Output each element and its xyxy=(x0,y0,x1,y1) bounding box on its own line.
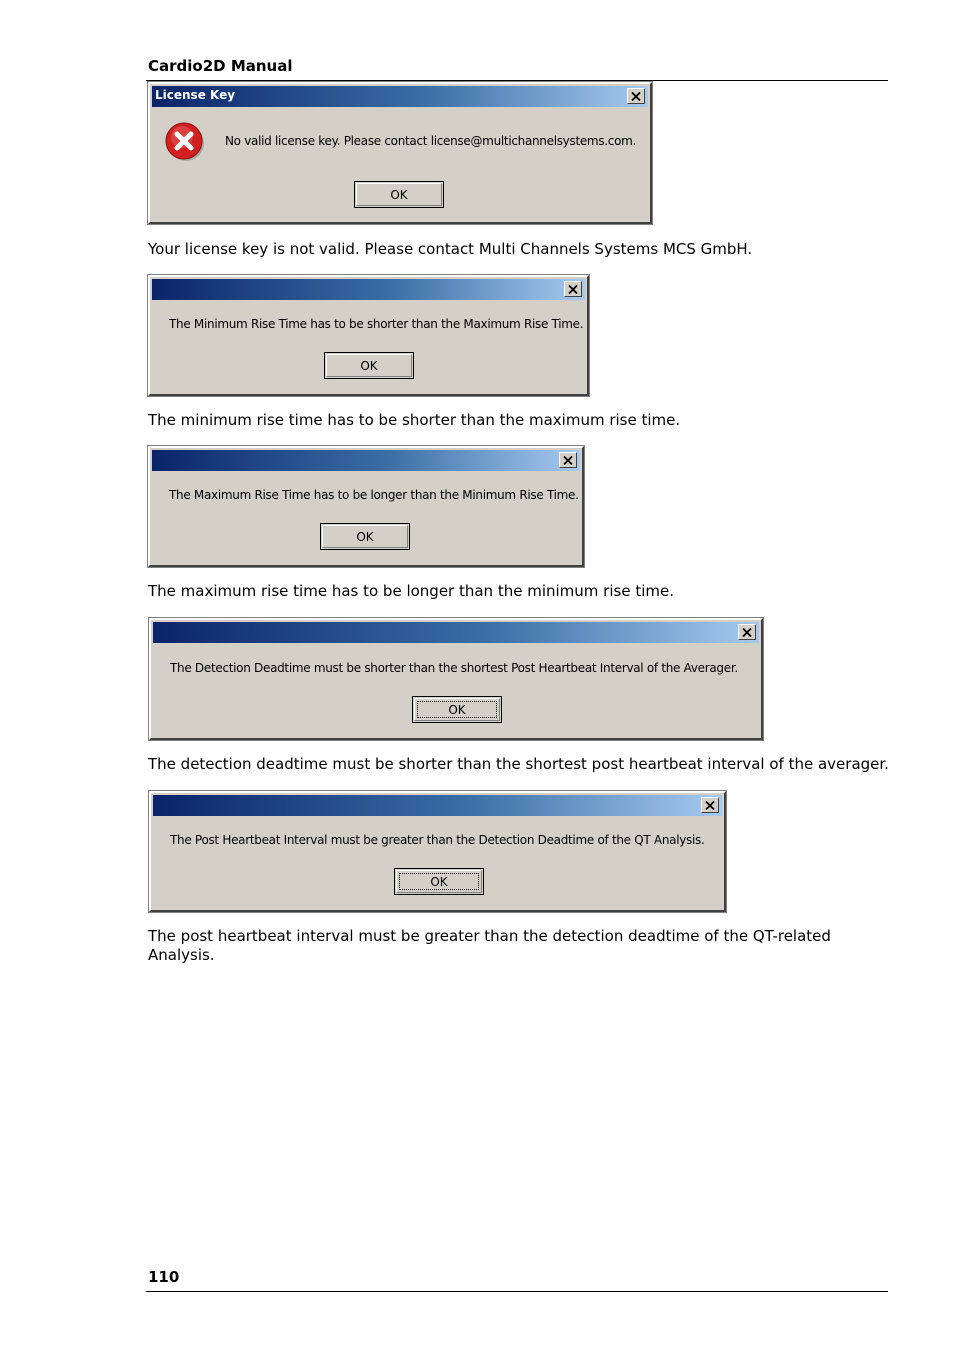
dialog-message: The Minimum Rise Time has to be shorter than the Maximum Rise Time. xyxy=(169,317,584,331)
close-icon xyxy=(705,801,715,810)
dialog-titlebar[interactable] xyxy=(153,795,722,816)
ok-button-label: OK xyxy=(448,702,466,717)
dialog-titlebar[interactable] xyxy=(152,450,580,471)
close-icon xyxy=(631,92,641,101)
caption-license: Your license key is not valid. Please contact Multi Channels Systems MCS GmbH. xyxy=(148,240,753,258)
caption-detection-deadtime: The detection deadtime must be shorter than the shortest post heartbeat interval of the averager. xyxy=(148,755,889,773)
post-heartbeat-interval-dialog xyxy=(149,791,726,912)
detection-deadtime-dialog xyxy=(149,618,763,740)
caption-post-heartbeat-line2: Analysis. xyxy=(148,946,215,964)
dialog-message: The Detection Deadtime must be shorter than the shortest Post Heartbeat Interval of the Averager. xyxy=(170,661,738,675)
caption-min-rise-time: The minimum rise time has to be shorter than the maximum rise time. xyxy=(148,411,681,429)
ok-button-label: OK xyxy=(390,187,408,202)
dialog-message: No valid license key. Please contact license@multichannelsystems.com. xyxy=(225,134,637,148)
caption-post-heartbeat-line1: The post heartbeat interval must be greater than the detection deadtime of the QT-related xyxy=(148,927,831,945)
max-rise-time-dialog xyxy=(148,446,584,567)
ok-button-label: OK xyxy=(356,529,374,544)
close-button[interactable] xyxy=(738,624,756,640)
dialog-titlebar[interactable] xyxy=(153,622,759,643)
ok-button[interactable] xyxy=(394,868,484,895)
caption-max-rise-time: The maximum rise time has to be longer than the minimum rise time. xyxy=(148,582,674,600)
ok-button[interactable] xyxy=(324,352,414,379)
page-number: 110 xyxy=(148,1268,180,1286)
header-divider xyxy=(146,80,888,81)
close-button[interactable] xyxy=(559,452,577,468)
ok-button[interactable] xyxy=(320,523,410,550)
dialog-titlebar[interactable] xyxy=(152,86,648,107)
close-button[interactable] xyxy=(627,88,645,104)
ok-button[interactable] xyxy=(354,181,444,208)
dialog-message: The Post Heartbeat Interval must be greater than the Detection Deadtime of the QT Analysis. xyxy=(170,833,705,847)
license-key-dialog xyxy=(148,82,652,224)
ok-button[interactable] xyxy=(412,696,502,723)
dialog-titlebar[interactable] xyxy=(152,279,585,300)
error-icon xyxy=(165,122,205,162)
close-button[interactable] xyxy=(564,281,582,297)
close-icon xyxy=(568,285,578,294)
page-header-title: Cardio2D Manual xyxy=(148,57,293,75)
close-icon xyxy=(742,628,752,637)
ok-button-label: OK xyxy=(360,358,378,373)
dialog-title: License Key xyxy=(155,88,236,102)
close-button[interactable] xyxy=(701,797,719,813)
footer-divider xyxy=(146,1291,888,1292)
dialog-message: The Maximum Rise Time has to be longer than the Minimum Rise Time. xyxy=(169,488,579,502)
min-rise-time-dialog xyxy=(148,275,589,396)
ok-button-label: OK xyxy=(430,874,448,889)
close-icon xyxy=(563,456,573,465)
